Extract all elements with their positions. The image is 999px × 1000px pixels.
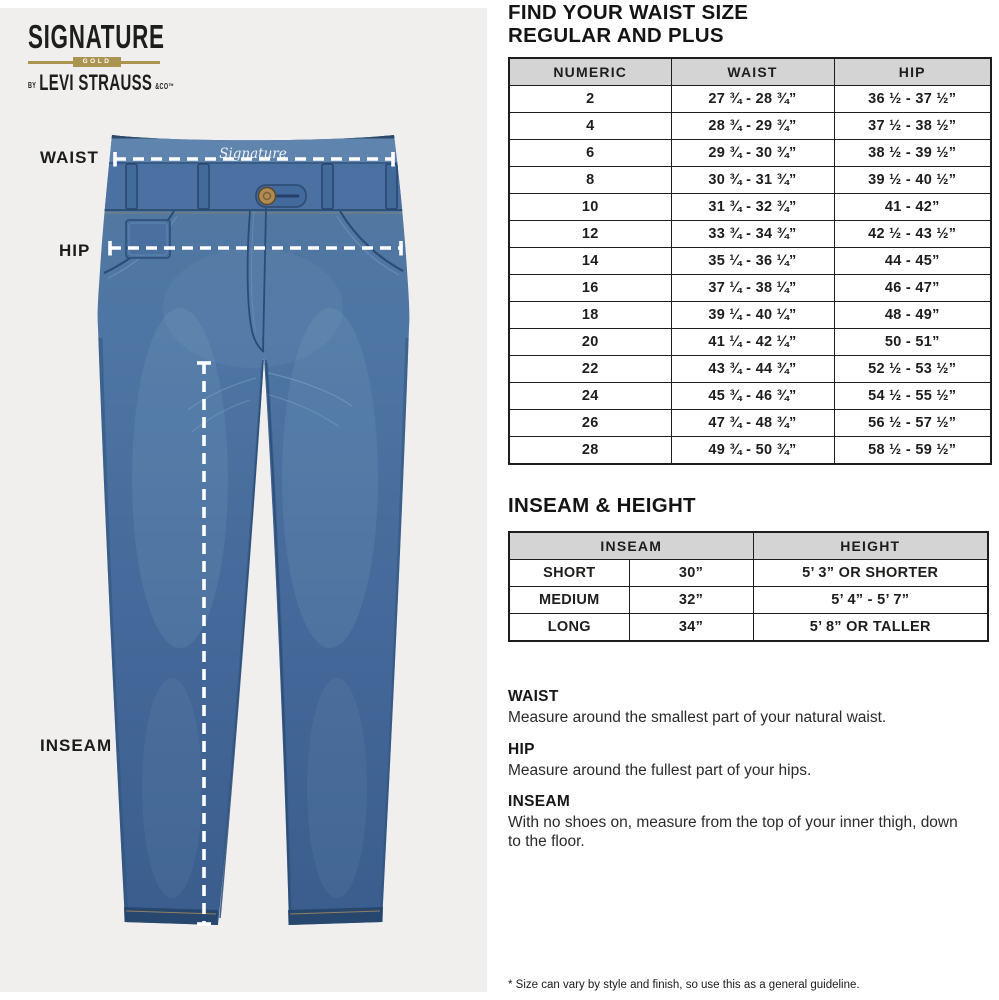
table-cell: 33 ¾ - 34 ¾”	[671, 221, 834, 248]
table-cell: MEDIUM	[509, 587, 629, 614]
table-cell: 10	[509, 194, 671, 221]
table-cell: 6	[509, 140, 671, 167]
table-cell: 24	[509, 383, 671, 410]
table-row	[509, 356, 991, 383]
table-cell: 46 - 47”	[834, 275, 991, 302]
definition-term-waist: WAIST	[508, 688, 559, 705]
table-cell: 26	[509, 410, 671, 437]
table-cell: LONG	[509, 614, 629, 642]
table-cell: 28	[509, 437, 671, 465]
column-header-height: HEIGHT	[753, 532, 988, 560]
table-cell: 50 - 51”	[834, 329, 991, 356]
table-cell: 12	[509, 221, 671, 248]
table-cell: 39 ½ - 40 ½”	[834, 167, 991, 194]
size-disclaimer-footnote: * Size can vary by style and finish, so use this as a general guideline.	[508, 979, 860, 991]
table-cell: 39 ¼ - 40 ¼”	[671, 302, 834, 329]
table-cell: 14	[509, 248, 671, 275]
table-row	[509, 410, 991, 437]
table-cell: 5’ 3” OR SHORTER	[753, 560, 988, 587]
byline-by: BY	[28, 81, 37, 90]
waist-size-title-line2: REGULAR AND PLUS	[508, 24, 724, 47]
table-row	[509, 248, 991, 275]
table-cell: 4	[509, 113, 671, 140]
byline-levi-strauss: LEVI STRAUSS	[39, 70, 153, 95]
definition-text-waist: Measure around the smallest part of your natural waist.	[508, 709, 887, 726]
table-cell: 45 ¾ - 46 ¾”	[671, 383, 834, 410]
column-header-numeric: NUMERIC	[509, 58, 671, 86]
inseam-height-title: INSEAM & HEIGHT	[508, 494, 696, 517]
table-cell: 37 ½ - 38 ½”	[834, 113, 991, 140]
table-row	[509, 437, 991, 465]
product-illustration-panel	[0, 8, 487, 992]
inseam-measure-label: INSEAM	[40, 736, 113, 755]
table-header-row	[509, 532, 988, 560]
table-cell: 58 ½ - 59 ½”	[834, 437, 991, 465]
table-cell: 29 ¾ - 30 ¾”	[671, 140, 834, 167]
table-header-row	[509, 58, 991, 86]
inseam-height-table	[508, 531, 989, 642]
table-row	[509, 194, 991, 221]
table-row	[509, 221, 991, 248]
table-cell: 44 - 45”	[834, 248, 991, 275]
table-cell: 28 ¾ - 29 ¾”	[671, 113, 834, 140]
table-row	[509, 302, 991, 329]
table-cell: 31 ¾ - 32 ¾”	[671, 194, 834, 221]
table-cell: 56 ½ - 57 ½”	[834, 410, 991, 437]
measurement-definitions	[508, 688, 963, 864]
column-header-hip: HIP	[834, 58, 991, 86]
table-cell: 20	[509, 329, 671, 356]
table-row	[509, 329, 991, 356]
definition-text-inseam: With no shoes on, measure from the top of your inner thigh, down to the floor.	[508, 814, 958, 850]
definition-term-hip: HIP	[508, 740, 535, 758]
hems	[124, 907, 383, 925]
waist-size-title	[508, 1, 748, 47]
table-cell: 32”	[629, 587, 753, 614]
table-row	[509, 113, 991, 140]
waist-size-title-line1: FIND YOUR WAIST SIZE	[508, 1, 749, 24]
table-cell: 30”	[629, 560, 753, 587]
waistband-script-label: Signature	[219, 146, 287, 162]
gold-badge: GOLD	[73, 57, 121, 67]
table-cell: 41 ¼ - 42 ¼”	[671, 329, 834, 356]
table-cell: 54 ½ - 55 ½”	[834, 383, 991, 410]
column-header-waist: WAIST	[671, 58, 834, 86]
table-row	[509, 167, 991, 194]
table-cell: 5’ 4” - 5’ 7”	[753, 587, 988, 614]
table-cell: 18	[509, 302, 671, 329]
table-cell: 22	[509, 356, 671, 383]
table-cell: 16	[509, 275, 671, 302]
hip-measure-label: HIP	[59, 241, 91, 260]
table-cell: SHORT	[509, 560, 629, 587]
brand-signature-wordmark: SIGNATURE	[28, 18, 165, 55]
table-row	[509, 86, 991, 113]
table-row	[509, 560, 988, 587]
brand-logo	[28, 18, 175, 99]
table-cell: 34”	[629, 614, 753, 642]
table-cell: 37 ¼ - 38 ¼”	[671, 275, 834, 302]
table-row	[509, 275, 991, 302]
table-cell: 30 ¾ - 31 ¾”	[671, 167, 834, 194]
brand-gold-rule	[28, 57, 160, 67]
table-row	[509, 383, 991, 410]
table-cell: 35 ¼ - 36 ¼”	[671, 248, 834, 275]
definition-text-hip: Measure around the fullest part of your hips.	[508, 761, 812, 779]
table-cell: 8	[509, 167, 671, 194]
table-cell: 36 ½ - 37 ½”	[834, 86, 991, 113]
definition-term-inseam: INSEAM	[508, 793, 571, 810]
brand-byline	[28, 70, 175, 99]
table-cell: 27 ¾ - 28 ¾”	[671, 86, 834, 113]
waist-size-table	[508, 57, 992, 465]
table-cell: 41 - 42”	[834, 194, 991, 221]
table-row	[509, 140, 991, 167]
table-row	[509, 587, 988, 614]
table-cell: 49 ¾ - 50 ¾”	[671, 437, 834, 465]
waist-measure-label: WAIST	[40, 148, 99, 167]
table-cell: 42 ½ - 43 ½”	[834, 221, 991, 248]
table-cell: 52 ½ - 53 ½”	[834, 356, 991, 383]
jeans-button	[256, 185, 306, 207]
byline-and-co: &CO™	[155, 82, 175, 91]
column-header-inseam: INSEAM	[509, 532, 753, 560]
table-row	[509, 614, 988, 642]
table-cell: 38 ½ - 39 ½”	[834, 140, 991, 167]
table-cell: 47 ¾ - 48 ¾”	[671, 410, 834, 437]
table-cell: 48 - 49”	[834, 302, 991, 329]
table-cell: 5’ 8” OR TALLER	[753, 614, 988, 642]
table-cell: 2	[509, 86, 671, 113]
table-cell: 43 ¾ - 44 ¾”	[671, 356, 834, 383]
